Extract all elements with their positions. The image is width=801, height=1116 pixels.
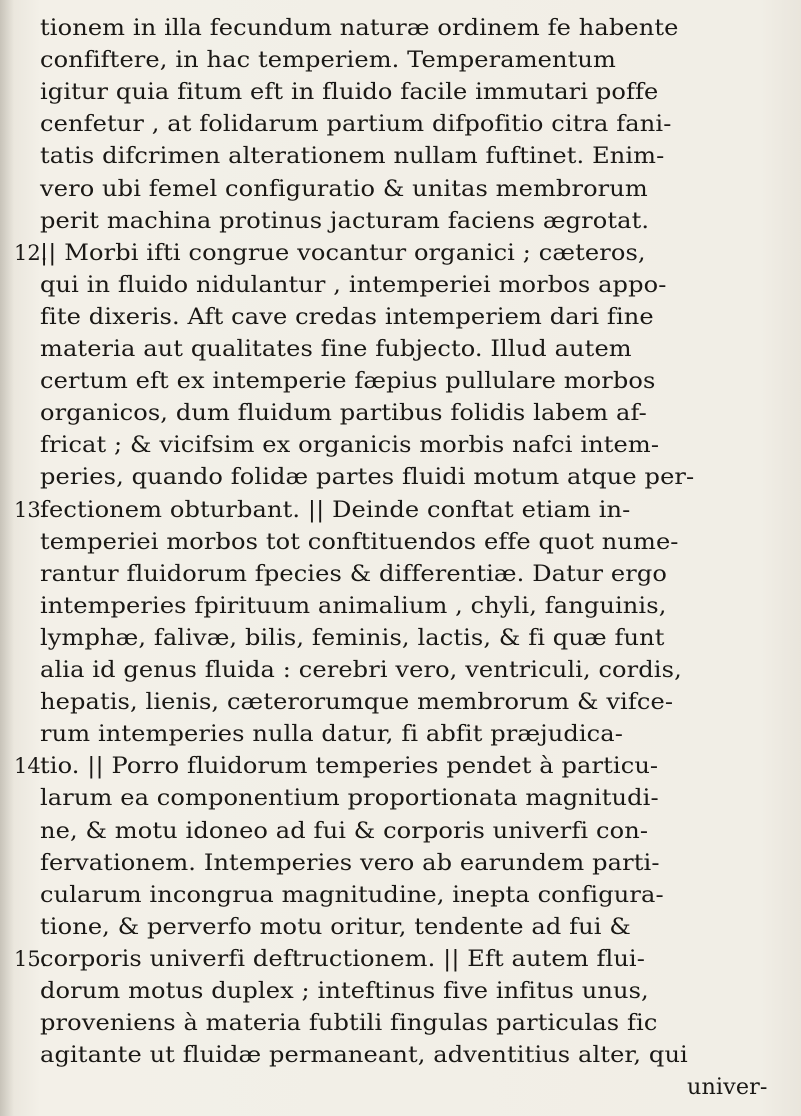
text-line: fectionem obturbant. || Deinde conftat etiam in- — [40, 496, 631, 523]
text-line: alia id genus fluida : cerebri vero, ventriculi, cordis, — [40, 657, 682, 683]
text-line: fervationem. Intemperies vero ab earundem parti- — [40, 849, 660, 876]
text-line: dorum motus duplex ; inteftinus five infitus unus, — [40, 978, 649, 1004]
text-line: fite dixeris. Aft cave credas intemperiem dari fine — [40, 303, 654, 330]
text-line: lymphæ, falivæ, bilis, feminis, lactis, & fi quæ funt — [40, 624, 665, 651]
text-line: tio. || Porro fluidorum temperies pendet à particu- — [40, 753, 659, 780]
text-line: rantur fluidorum fpecies & differentiæ. Datur ergo — [40, 560, 667, 587]
text-line: organicos, dum fluidum partibus folidis labem af- — [40, 400, 647, 427]
text-line: rum intemperies nulla datur, fi abfit præjudica- — [40, 721, 623, 748]
page-edge-shadow — [0, 0, 14, 1116]
text-line: cularum incongrua magnitudine, inepta configura- — [40, 881, 664, 908]
text-line: agitante ut fluidæ permaneant, adventitius alter, qui — [40, 1042, 688, 1069]
text-line: certum eft ex intemperie fæpius pullulare morbos — [40, 368, 656, 395]
section-number: 14. — [14, 754, 48, 779]
text-line: cenfetur , at folidarum partium difpofitio citra fani- — [40, 111, 672, 138]
text-line: materia aut qualitates fine fubjecto. Illud autem — [40, 336, 632, 362]
text-line: igitur quia fitum eft in fluido facile immutari poffe — [40, 79, 659, 106]
section-number: 13. — [14, 497, 48, 522]
text-line: corporis univerfi deftructionem. || Eft autem flui- — [40, 945, 645, 972]
text-line: temperiei morbos tot conftituendos effe quot nume- — [40, 528, 679, 555]
text-line: larum ea componentium proportionata magnitudi- — [40, 785, 659, 812]
text-line: intemperies fpirituum animalium , chyli, fanguinis, — [40, 592, 667, 619]
text-line: tatis difcrimen alterationem nullam fuftinet. Enim- — [40, 143, 665, 170]
text-line: tione, & perverfo motu oritur, tendente ad fui & — [40, 913, 631, 940]
text-line: vero ubi femel configuratio & unitas membrorum — [40, 175, 648, 202]
text-line: hepatis, lienis, cæterorumque membrorum & vifce- — [40, 689, 674, 716]
text-line: proveniens à materia fubtili fingulas particulas fic — [40, 1010, 658, 1037]
section-number: 15. — [14, 946, 48, 971]
text-line: confiftere, in hac temperiem. Temperamentum — [40, 47, 616, 74]
text-line: || Morbi ifti congrue vocantur organici ; cæteros, — [40, 239, 646, 266]
text-line: tionem in illa fecundum naturæ ordinem fe habente — [40, 15, 679, 41]
text-line: qui in fluido nidulantur , intemperiei morbos appo- — [40, 271, 667, 298]
text-line: ne, & motu idoneo ad fui & corporis univerfi con- — [40, 817, 649, 844]
text-line: perit machina protinus jacturam faciens ægrotat. — [40, 207, 650, 234]
text-line: peries, quando folidæ partes fluidi motum atque per- — [40, 464, 695, 491]
section-number: 12. — [14, 240, 48, 265]
text-line: fricat ; & vicifsim ex organicis morbis nafci intem- — [40, 432, 660, 459]
text-line: univer- — [687, 1074, 768, 1101]
